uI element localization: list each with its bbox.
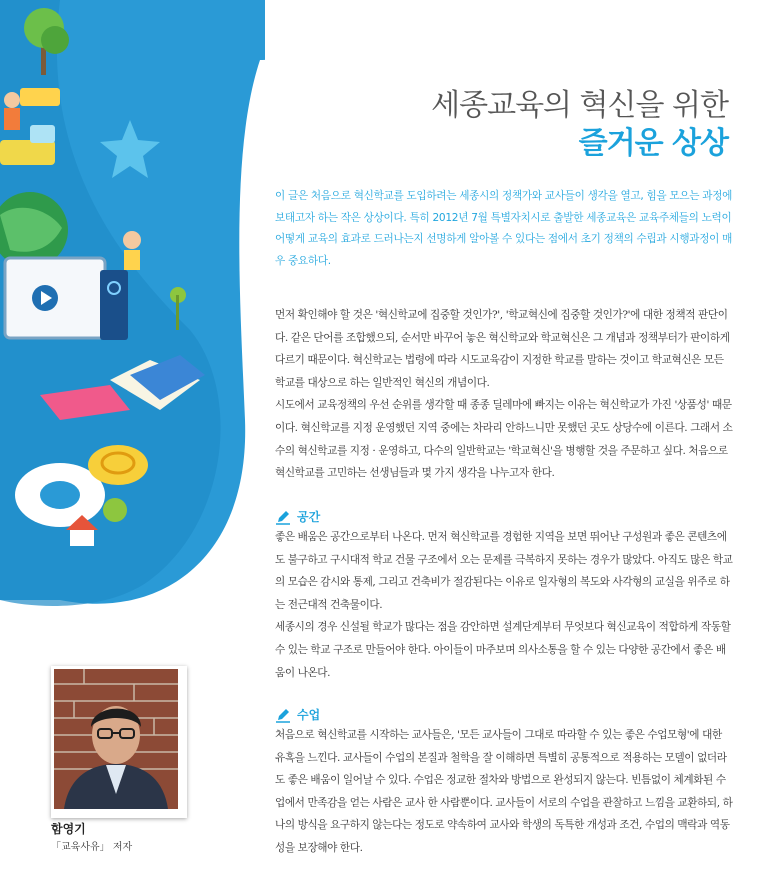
section-heading-label: 공간 — [297, 510, 321, 524]
intro-paragraph: 이 글은 처음으로 혁신학교를 도입하려는 세종시의 정책가와 교사들이 생각을 열고, 힘을 모으는 과정에 보태고자 하는 작은 상상이다. 특히 2012년 7월 특별자치시로 출발한 세종교육은 교육주체들의 노력이 어떻게 교육의 효과로 드러나는지 선명하게 알아볼 수 있다는 점에서 초기 정책의 수립과 시행과정이 매우 중요하다. — [275, 190, 733, 267]
author-role: 「교육사유」 저자 — [51, 842, 133, 853]
pencil-icon — [275, 509, 291, 525]
section-paragraph: 세종시의 경우 신설될 학교가 많다는 점을 감안하면 설계단계부터 무엇보다 혁신교육이 적합하게 작동할 수 있는 학교 구조로 만들어야 한다. 아이들이 마주보며 의사소통을 할 수 있는 다양한 공간에서 좋은 배움이 나온다. — [275, 621, 731, 679]
page-title-line1: 세종교육의 혁신을 위한 — [431, 88, 728, 123]
section-body-space — [275, 526, 733, 684]
page-title-line2: 즐거운 상상 — [578, 126, 728, 161]
illustration-art — [0, 0, 265, 640]
section-paragraph: 좋은 배움은 공간으로부터 나온다. 먼저 혁신학교를 경험한 지역을 보면 뛰어난 구성원과 좋은 콘텐츠에도 불구하고 구시대적 학교 건물 구조에서 오는 문제를 극복하지 못하는 경우가 많았다. 아직도 많은 학교의 모습은 감시와 통제, 그리고 건축비가 절감된다는 이유로 일자형의 복도와 사각형의 교실을 위주로 하는 전근대적 건축물이다. — [275, 531, 733, 611]
section-paragraph: 처음으로 혁신학교를 시작하는 교사들은, '모든 교사들이 그대로 따라할 수 있는 좋은 수업모형'에 대한 유혹을 느낀다. 교사들이 수업의 본질과 철학을 잘 이해하면 특별히 공통적으로 적용하는 모델이 없더라도 좋은 배움이 일어날 수 있다. 수업은 정교한 절차와 방법으로 완성되지 않는다. 빈틈없이 체계화된 수업에서 만족감을 얻는 사람은 교사 한 사람뿐이다. 교사들이 서로의 수업을 관찰하고 느낌을 교환하되, 하나의 방식을 요구하지 않는다는 정도로 약속하여 교사와 학생의 독특한 개성과 조건, 수업의 맥락과 역동성을 보장해야 한다. — [275, 729, 733, 854]
section-body-class — [275, 724, 733, 860]
main-body — [275, 304, 733, 485]
author-portrait — [54, 669, 178, 809]
main-paragraph: 먼저 확인해야 할 것은 '혁신학교에 집중할 것인가?', '학교혁신에 집중할 것인가?'에 대한 정책적 판단이다. 같은 단어를 조합했으되, 순서만 바꾸어 놓은 혁신학교와 학교혁신은 그 개념과 정책부터가 판이하게 다르기 때문이다. 혁신학교는 법령에 따라 시도교육감이 지정한 학교를 말하는 것이고 학교혁신은 모든 학교를 대상으로 하는 일반적인 혁신의 개념이다. — [275, 309, 730, 389]
section-heading-space — [275, 508, 320, 525]
decorative-illustration — [0, 0, 265, 640]
main-paragraph: 시도에서 교육정책의 우선 순위를 생각할 때 종종 딜레마에 빠지는 이유는 혁신학교가 가진 '상품성' 때문이다. 혁신학교를 지정 운영했던 지역 중에는 차라리 안하느니만 못했던 곳도 상당수에 이른다. 그래서 소수의 혁신학교를 지정 · 운영하고, 다수의 일반학교는 '학교혁신'을 병행할 것을 주문하고 싶다. 처음으로 혁신학교를 고민하는 선생님들과 몇 가지 생각을 나누고자 한다. — [275, 399, 733, 480]
author-name: 함영기 — [51, 822, 86, 836]
section-heading-label: 수업 — [297, 708, 321, 722]
pencil-icon — [275, 707, 291, 723]
section-heading-class — [275, 706, 320, 723]
author-photo — [51, 666, 187, 818]
